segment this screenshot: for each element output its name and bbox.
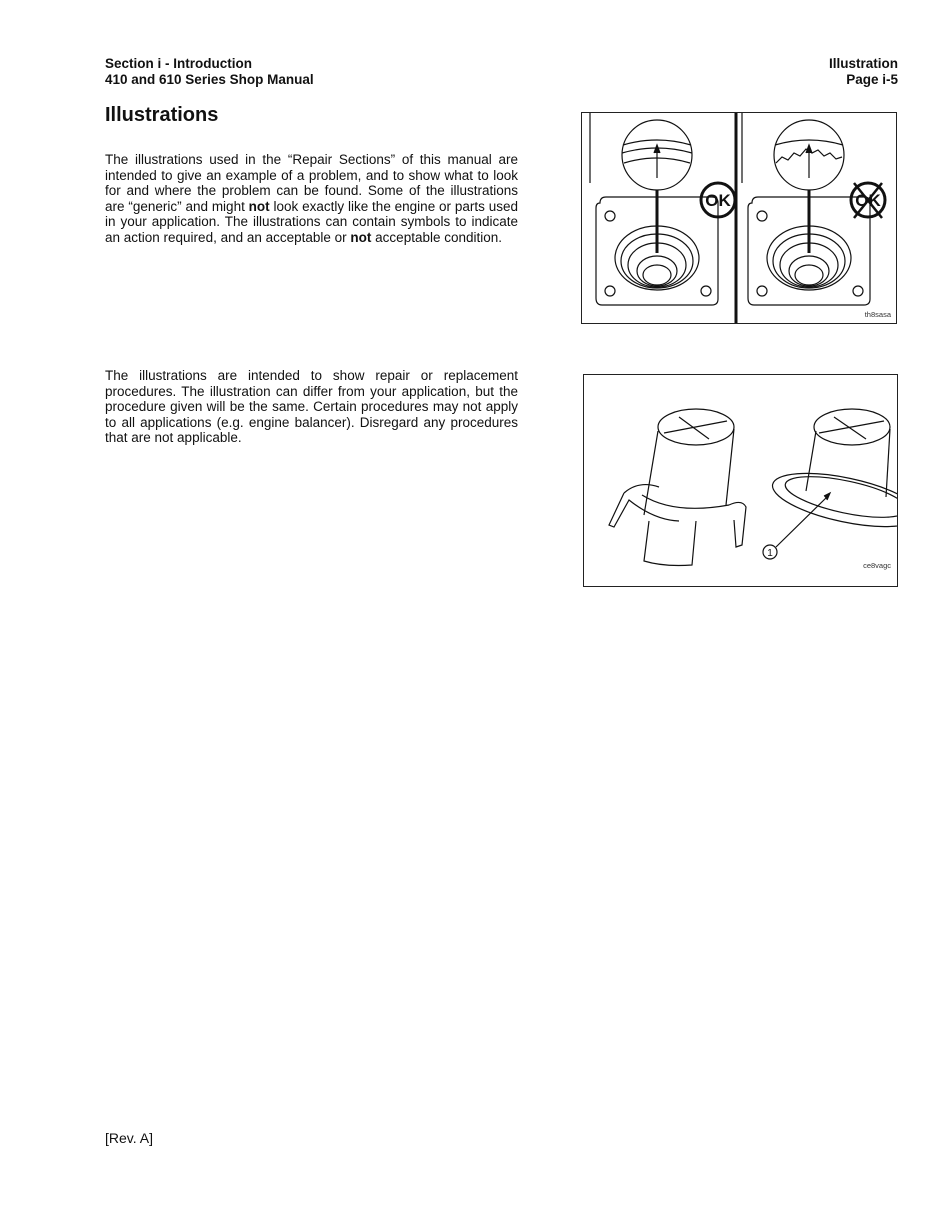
- figure-code: ce8vagc: [863, 561, 891, 570]
- bore-inspection-illustration: [582, 113, 896, 323]
- topic-label: Illustration: [828, 56, 898, 71]
- text-segment: look exactly like the engine or parts used in your application. The illustrations can contain symbols to indicate an action required, and an acceptable or: [105, 198, 518, 245]
- ok-symbol: OK: [705, 191, 731, 210]
- page-title: Illustrations: [105, 104, 219, 126]
- emphasis-not: not: [350, 229, 372, 245]
- paragraph-1: [105, 152, 518, 246]
- figure-sleeve-installation: [583, 374, 898, 587]
- text-segment: The illustrations are intended to show repair or replacement procedures. The illustration can differ from your application, but the procedure given will be the same. Certain procedures may not apply to all applications (e.g. engine balancer). Disregard any procedures that are not applicable.: [105, 368, 518, 446]
- running-header-right: [829, 56, 898, 88]
- figure-ok-not-ok: [581, 112, 897, 324]
- running-header-left: [105, 56, 314, 88]
- revision-footer: [Rev. A]: [105, 1130, 153, 1146]
- section-title: Section i - Introduction: [105, 56, 252, 71]
- text-segment: The illustrations used in the “Repair Sections” of this manual are intended to give an example of a problem, and to show what to look for and where the problem can be found. Some of the illustrations are “generic” and might: [105, 152, 518, 214]
- paragraph-2: [105, 368, 518, 446]
- text-segment: acceptable condition.: [371, 229, 503, 245]
- callout-1: 1: [767, 548, 773, 559]
- figure-code: th8sasa: [864, 310, 891, 319]
- sleeve-tool-illustration: [584, 375, 897, 586]
- not-ok-symbol: OK: [855, 191, 881, 210]
- page-number: Page i-5: [846, 72, 898, 87]
- emphasis-not: not: [248, 198, 270, 214]
- manual-title: 410 and 610 Series Shop Manual: [105, 72, 314, 87]
